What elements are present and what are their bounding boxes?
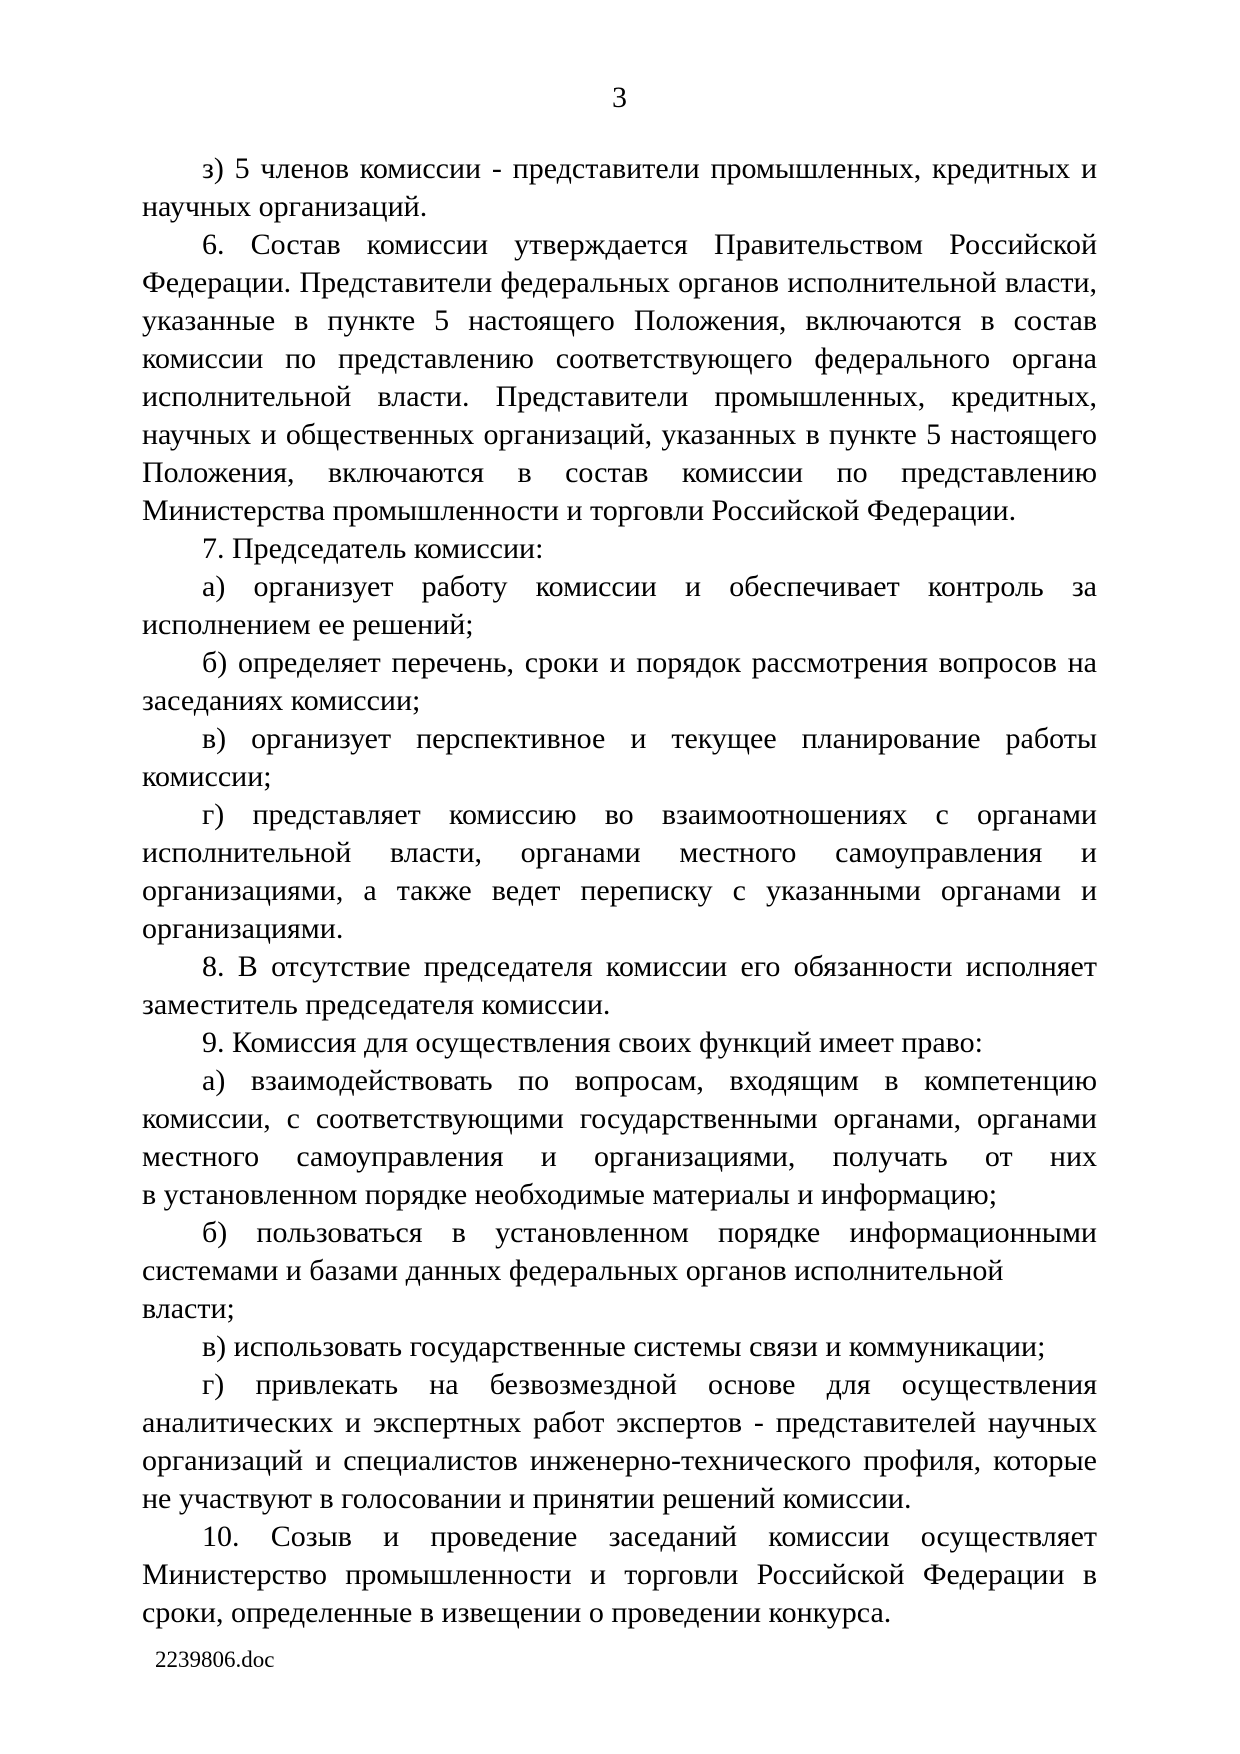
text-line: научных организаций. xyxy=(142,190,428,223)
text-line: сроки, определенные в извещении о проведении конкурса. xyxy=(142,1596,892,1629)
text-line: исполнительной власти, органами местного самоуправления и xyxy=(142,836,1097,869)
text-line: Министерство промышленности и торговли Российской Федерации в xyxy=(142,1558,1097,1591)
paragraph xyxy=(142,720,1097,796)
text-line: организаций и специалистов инженерно-технического профиля, которые xyxy=(142,1444,1097,1477)
paragraph xyxy=(142,1214,1097,1328)
text-line: 6. Состав комиссии утверждается Правительством Российской xyxy=(202,228,1097,261)
footer-filename: 2239806.doc xyxy=(155,1647,275,1672)
text-line: г) привлекать на безвозмездной основе для осуществления xyxy=(202,1368,1097,1401)
text-line: не участвуют в голосовании и принятии решений комиссии. xyxy=(142,1482,912,1515)
paragraph xyxy=(142,568,1097,644)
paragraph xyxy=(142,226,1097,530)
paragraph xyxy=(142,1062,1097,1214)
page-number: 3 xyxy=(612,81,627,114)
text-line: исполнительной власти. Представители промышленных, кредитных, xyxy=(142,380,1097,413)
paragraph xyxy=(142,644,1097,720)
paragraph xyxy=(142,530,1097,568)
text-line: б) определяет перечень, сроки и порядок рассмотрения вопросов на xyxy=(202,646,1097,679)
text-line: Федерации. Представители федеральных органов исполнительной власти, xyxy=(142,266,1097,299)
text-line: аналитических и экспертных работ экспертов - представителей научных xyxy=(142,1406,1097,1439)
text-line: местного самоуправления и организациями, получать от них xyxy=(142,1140,1097,1173)
text-line: заместитель председателя комиссии. xyxy=(142,988,611,1021)
paragraph xyxy=(142,1366,1097,1518)
text-line: исполнением ее решений; xyxy=(142,608,474,641)
text-line: организациями. xyxy=(142,912,344,945)
text-line: з) 5 членов комиссии - представители промышленных, кредитных и xyxy=(202,152,1097,185)
text-line: комиссии по представлению соответствующего федерального органа xyxy=(142,342,1097,375)
text-line: 7. Председатель комиссии: xyxy=(202,532,544,565)
text-line: 8. В отсутствие председателя комиссии его обязанности исполняет xyxy=(202,950,1097,983)
text-line: 9. Комиссия для осуществления своих функций имеет право: xyxy=(202,1026,983,1059)
paragraph xyxy=(142,948,1097,1024)
text-line: 10. Созыв и проведение заседаний комиссии осуществляет xyxy=(202,1520,1097,1553)
paragraph xyxy=(142,1024,1097,1062)
text-line: комиссии, с соответствующими государственными органами, органами xyxy=(142,1102,1097,1135)
text-line: заседаниях комиссии; xyxy=(142,684,421,717)
paragraph xyxy=(142,150,1097,226)
text-line: а) организует работу комиссии и обеспечивает контроль за xyxy=(202,570,1097,603)
text-line: г) представляет комиссию во взаимоотношениях с органами xyxy=(202,798,1097,831)
text-line: комиссии; xyxy=(142,760,272,793)
document-body xyxy=(142,150,1097,1632)
text-line: а) взаимодействовать по вопросам, входящим в компетенцию xyxy=(202,1064,1097,1097)
paragraph xyxy=(142,1328,1097,1366)
text-line: научных и общественных организаций, указанных в пункте 5 настоящего xyxy=(142,418,1097,451)
text-line: Положения, включаются в состав комиссии по представлению xyxy=(142,456,1097,489)
text-line: в) организует перспективное и текущее планирование работы xyxy=(202,722,1097,755)
text-line: в) использовать государственные системы связи и коммуникации; xyxy=(202,1330,1046,1363)
text-line: организациями, а также ведет переписку с указанными органами и xyxy=(142,874,1097,907)
text-line: в установленном порядке необходимые материалы и информацию; xyxy=(142,1178,998,1211)
text-line: системами и базами данных федеральных органов исполнительной власти; xyxy=(142,1254,1004,1325)
paragraph xyxy=(142,1518,1097,1632)
text-line: Министерства промышленности и торговли Российской Федерации. xyxy=(142,494,1017,527)
paragraph xyxy=(142,796,1097,948)
text-line: б) пользоваться в установленном порядке информационными xyxy=(202,1216,1097,1249)
text-line: указанные в пункте 5 настоящего Положения, включаются в состав xyxy=(142,304,1097,337)
